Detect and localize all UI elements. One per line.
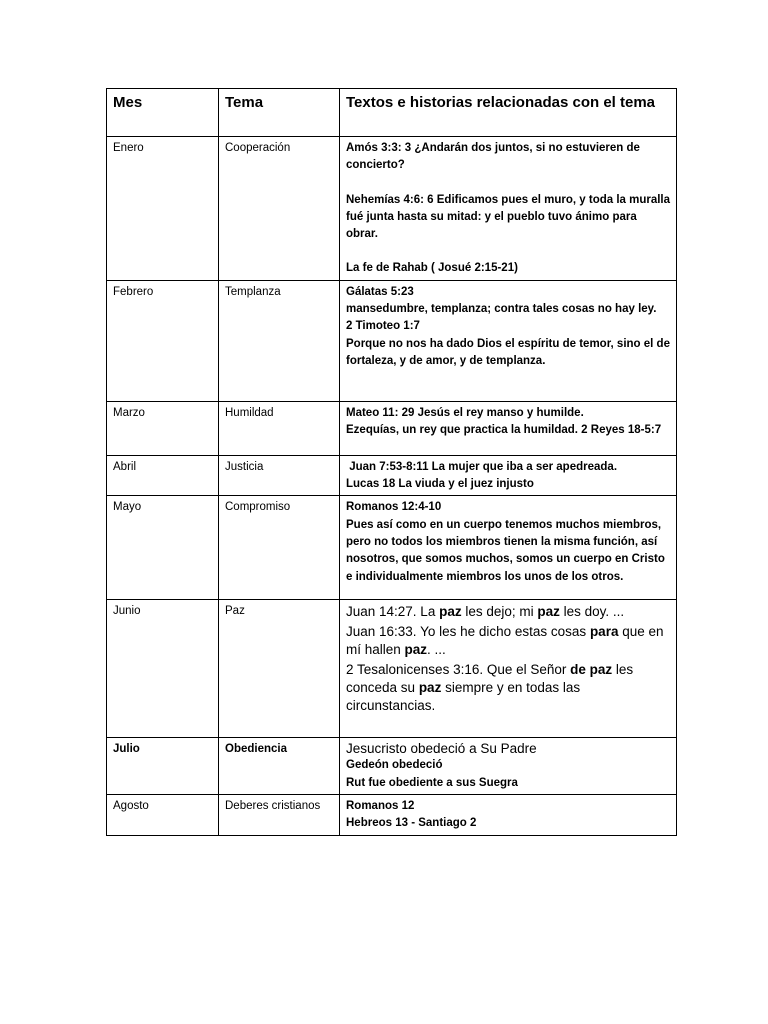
text-line: Amós 3:3: 3 ¿Andarán dos juntos, si no estuvieren de concierto? [346, 142, 640, 172]
mes-cell: Mayo [107, 496, 219, 600]
table-row [107, 496, 677, 600]
tema-cell: Justicia [219, 455, 340, 496]
textos-cell [340, 137, 677, 281]
text-line: Lucas 18 La viuda y el juez injusto [346, 478, 534, 491]
table-row [107, 280, 677, 401]
text-line: Romanos 12:4-10 [346, 501, 442, 514]
text-line: Hebreos 13 - Santiago 2 [346, 817, 477, 830]
textos-cell [340, 496, 677, 600]
mes-cell: Enero [107, 137, 219, 281]
text-line: Pues así como en un cuerpo tenemos muchos miembros, pero no todos los miembros tienen la misma función, así nosotros, que somos muchos, somos un cuerpo en Cristo e individualmente miembros los unos de los otros. [346, 518, 665, 583]
mes-cell: Junio [107, 600, 219, 738]
table-row [107, 455, 677, 496]
mes-cell: Febrero [107, 280, 219, 401]
textos-cell [340, 600, 677, 738]
text-line: 2 Timoteo 1:7 [346, 320, 420, 333]
header-textos: Textos e historias relacionadas con el tema [340, 89, 677, 137]
textos-cell [340, 738, 677, 795]
tema-cell: Cooperación [219, 137, 340, 281]
text-line: La fe de Rahab ( Josué 2:15-21) [346, 262, 518, 275]
text-line: Rut fue obediente a sus Suegra [346, 776, 518, 789]
textos-cell [340, 455, 677, 496]
table-row [107, 794, 677, 835]
mes-cell: Marzo [107, 401, 219, 455]
textos-cell [340, 280, 677, 401]
text-line: Juan 14:27. La paz les dejo; mi paz les doy. ... [346, 604, 625, 620]
text-line: Porque no nos ha dado Dios el espíritu de temor, sino el de fortaleza, y de amor, y de templanza. [346, 337, 670, 367]
text-line: Jesucristo obedeció a Su Padre [346, 741, 537, 757]
table-row [107, 600, 677, 738]
text-line: Juan 16:33. Yo les he dicho estas cosas para que en mí hallen paz. ... [346, 624, 664, 658]
text-line: Ezequías, un rey que practica la humildad. 2 Reyes 18-5:7 [346, 424, 662, 437]
table-row [107, 738, 677, 795]
textos-cell [340, 401, 677, 455]
tema-cell: Humildad [219, 401, 340, 455]
text-line: Gálatas 5:23 [346, 285, 414, 298]
mes-cell: Julio [107, 738, 219, 795]
tema-cell: Obediencia [219, 738, 340, 795]
mes-cell: Agosto [107, 794, 219, 835]
text-line: Nehemías 4:6: 6 Edificamos pues el muro, y toda la muralla fué junta hasta su mitad: y el pueblo tuvo ánimo para obrar. [346, 193, 671, 241]
header-row [107, 89, 677, 137]
table-row [107, 401, 677, 455]
mes-cell: Abril [107, 455, 219, 496]
text-line: mansedumbre, templanza; contra tales cosas no hay ley. [346, 303, 657, 316]
tema-cell: Paz [219, 600, 340, 738]
textos-cell [340, 794, 677, 835]
tema-cell: Templanza [219, 280, 340, 401]
text-line: Gedeón obedeció [346, 759, 443, 772]
header-tema: Tema [219, 89, 340, 137]
tema-cell: Compromiso [219, 496, 340, 600]
tema-cell: Deberes cristianos [219, 794, 340, 835]
themes-table [106, 88, 677, 836]
header-mes: Mes [107, 89, 219, 137]
text-line: Romanos 12 [346, 799, 415, 812]
text-line: Juan 7:53-8:11 La mujer que iba a ser apedreada. [346, 460, 618, 473]
table-row [107, 137, 677, 281]
text-line: Mateo 11: 29 Jesús el rey manso y humilde. [346, 406, 584, 419]
text-line: 2 Tesalonicenses 3:16. Que el Señor de paz les conceda su paz siempre y en todas las circunstancias. [346, 662, 634, 714]
